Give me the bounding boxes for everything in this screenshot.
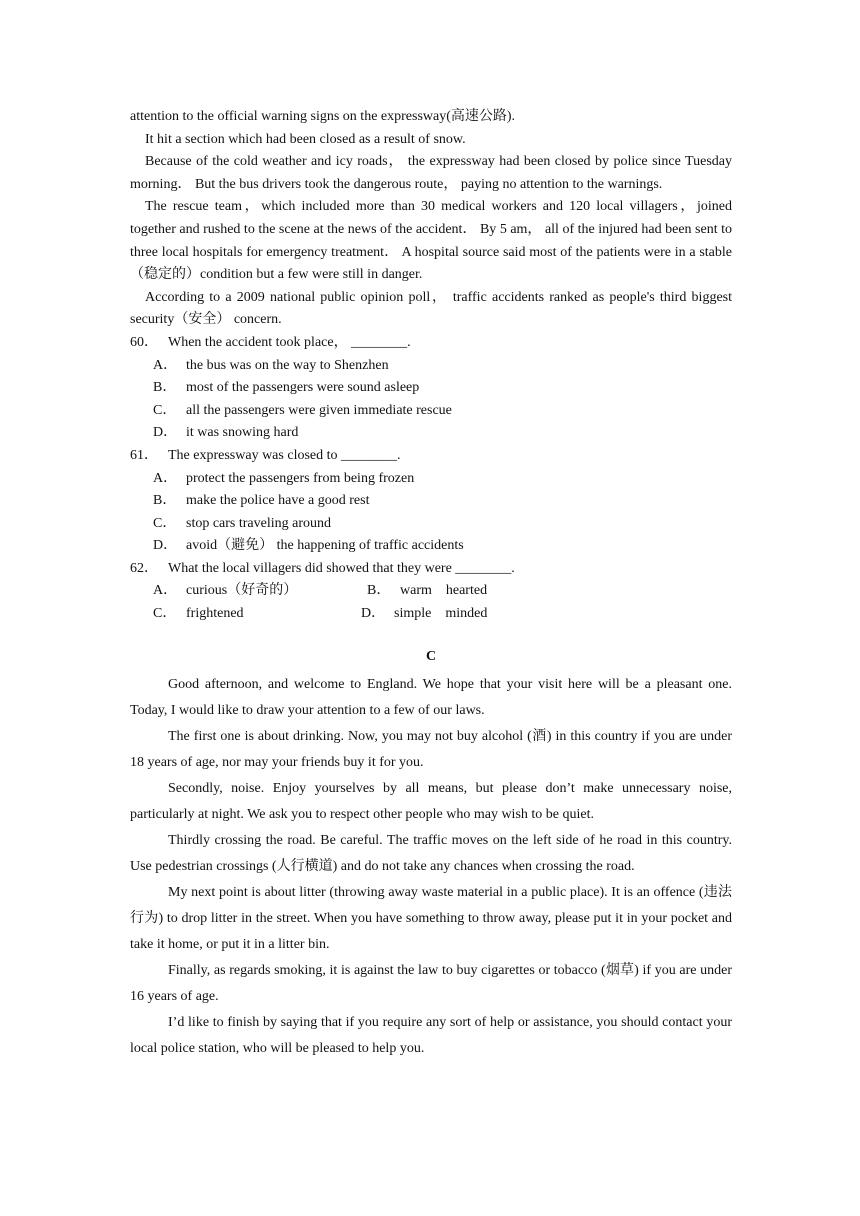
- question-61: [130, 445, 732, 558]
- option-label: D．: [361, 606, 386, 622]
- option-text: stop cars traveling around: [186, 515, 332, 531]
- option-label: C．: [153, 515, 177, 531]
- option-text: most of the passengers were sound asleep: [186, 380, 420, 396]
- option-text: warm hearted: [400, 583, 488, 599]
- option-c: [153, 603, 361, 626]
- option-c: [130, 513, 732, 536]
- option-b: [367, 580, 487, 603]
- passage-c-paragraph: My next point is about litter (throwing away waste material in a public place). It is an offence (违法行为) to drop litter in the street. When you have something to throw away, please put it in your pocket and take it home, or put it in a litter bin.: [130, 884, 732, 952]
- option-a: [130, 355, 732, 378]
- option-c: [130, 400, 732, 423]
- passage-b-paragraph: According to a 2009 national public opinion poll， traffic accidents ranked as people's third biggest security（安全） concern.: [130, 289, 732, 328]
- question-number: 60．: [130, 334, 158, 350]
- section-heading: C: [425, 648, 437, 664]
- option-d: [130, 422, 732, 445]
- passage-c-paragraph: Finally, as regards smoking, it is against the law to buy cigarettes or tobacco (烟草) if you are under 16 years of age.: [130, 962, 732, 1004]
- option-label: B．: [367, 583, 391, 599]
- option-label: D．: [153, 538, 178, 554]
- option-row: [130, 603, 732, 626]
- passage-b-paragraph: The rescue team，which included more than 30 medical workers and 120 local villagers，joined together and rushed to the scene at the news of the accident． By 5 am， all of the injured had been sent to three local hospitals for emergency treatment． A hospital source said most of the patients were in a stable（稳定的）condition but a few were still in danger.: [130, 199, 732, 283]
- option-row: [130, 580, 732, 603]
- option-text: curious（好奇的）: [186, 583, 298, 599]
- question-number: 61．: [130, 447, 158, 463]
- passage-c-paragraph: The first one is about drinking. Now, you may not buy alcohol (酒) in this country if you are under 18 years of age, nor may your friends buy it for you.: [130, 728, 732, 770]
- option-text: all the passengers were given immediate rescue: [186, 402, 452, 418]
- question-stem: What the local villagers did showed that they were ________.: [168, 560, 515, 576]
- option-label: A．: [153, 357, 178, 373]
- option-text: the bus was on the way to Shenzhen: [186, 357, 389, 373]
- option-text: it was snowing hard: [186, 425, 299, 441]
- question-stem: When the accident took place， ________.: [168, 334, 411, 350]
- option-label: A．: [153, 470, 178, 486]
- option-label: C．: [153, 606, 177, 622]
- passage-c-paragraph: Secondly, noise. Enjoy yourselves by all means, but please don’t make unnecessary noise, particularly at night. We ask you to respect other people who may wish to be quiet.: [130, 780, 732, 822]
- option-label: B．: [153, 380, 177, 396]
- option-b: [130, 377, 732, 400]
- option-label: A．: [153, 583, 178, 599]
- option-d: [361, 603, 487, 626]
- question-stem: The expressway was closed to ________.: [168, 447, 401, 463]
- option-b: [130, 490, 732, 513]
- option-d: [130, 535, 732, 558]
- option-label: B．: [153, 493, 177, 509]
- question-60: [130, 332, 732, 445]
- option-text: protect the passengers from being frozen: [186, 470, 415, 486]
- passage-c-paragraph: Thirdly crossing the road. Be careful. The traffic moves on the left side of he road in this country. Use pedestrian crossings (人行横道) and do not take any chances when crossing the road.: [130, 832, 732, 874]
- option-a: [130, 468, 732, 491]
- passage-b-paragraph: Because of the cold weather and icy roads， the expressway had been closed by police since Tuesday morning． But the bus drivers took the dangerous route， paying no attention to the warnings.: [130, 154, 732, 192]
- passage-c-paragraph: I’d like to finish by saying that if you require any sort of help or assistance, you should contact your local police station, who will be pleased to help you.: [130, 1014, 732, 1056]
- question-number: 62．: [130, 560, 158, 576]
- passage-b-paragraph: attention to the official warning signs on the expressway(高速公路).: [130, 109, 516, 124]
- option-label: D．: [153, 425, 178, 441]
- option-text: avoid（避免） the happening of traffic accidents: [186, 538, 464, 554]
- option-label: C．: [153, 402, 177, 418]
- option-text: frightened: [186, 606, 244, 622]
- passage-b-paragraph: It hit a section which had been closed as a result of snow.: [145, 131, 466, 147]
- passage-c-paragraph: Good afternoon, and welcome to England. We hope that your visit here will be a pleasant one. Today, I would like to draw your attention to a few of our laws.: [130, 676, 732, 718]
- option-a: [153, 580, 367, 603]
- document-page: [130, 106, 732, 1062]
- option-text: make the police have a good rest: [186, 493, 370, 509]
- option-text: simple minded: [394, 606, 488, 622]
- question-62: [130, 558, 732, 626]
